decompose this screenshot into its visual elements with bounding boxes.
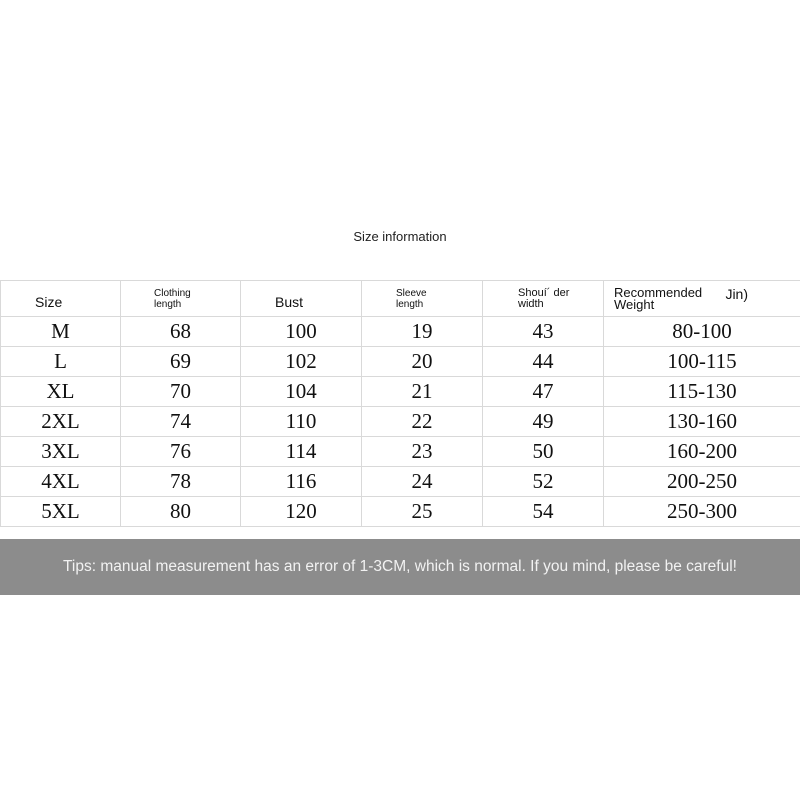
tips-text: Tips: manual measurement has an error of 1-3CM, which is normal. If you mind, please be careful! <box>63 558 737 575</box>
header-size: Size <box>1 281 121 317</box>
header-recommended-weight <box>604 281 800 317</box>
cell-bust: 104 <box>241 377 362 407</box>
table-row <box>1 317 800 347</box>
cell-length: 69 <box>121 347 241 377</box>
cell-size: L <box>1 347 121 377</box>
cell-sleeve: 21 <box>362 377 483 407</box>
cell-bust: 116 <box>241 467 362 497</box>
cell-size: 2XL <box>1 407 121 437</box>
cell-bust: 114 <box>241 437 362 467</box>
header-bust: Bust <box>241 281 362 317</box>
cell-bust: 110 <box>241 407 362 437</box>
cell-sleeve: 22 <box>362 407 483 437</box>
cell-length: 74 <box>121 407 241 437</box>
cell-length: 68 <box>121 317 241 347</box>
cell-shoulder: 50 <box>483 437 604 467</box>
header-shoulder-width-label: Shouí´ der width <box>518 286 570 310</box>
table-row <box>1 407 800 437</box>
table-row <box>1 347 800 377</box>
cell-sleeve: 25 <box>362 497 483 527</box>
cell-length: 80 <box>121 497 241 527</box>
page-title: Size information <box>353 229 447 244</box>
cell-sleeve: 20 <box>362 347 483 377</box>
cell-bust: 120 <box>241 497 362 527</box>
size-table <box>0 280 800 527</box>
cell-shoulder: 52 <box>483 467 604 497</box>
cell-bust: 100 <box>241 317 362 347</box>
cell-shoulder: 49 <box>483 407 604 437</box>
cell-shoulder: 44 <box>483 347 604 377</box>
header-sleeve-length <box>362 281 483 317</box>
header-shoulder-width <box>483 281 604 317</box>
header-sleeve-length-label: Sleeve length <box>396 287 427 310</box>
cell-size: 5XL <box>1 497 121 527</box>
cell-sleeve: 19 <box>362 317 483 347</box>
cell-size: 4XL <box>1 467 121 497</box>
cell-weight: 200-250 <box>604 467 800 497</box>
cell-weight: 115-130 <box>604 377 800 407</box>
cell-size: XL <box>1 377 121 407</box>
cell-size: M <box>1 317 121 347</box>
header-clothing-length-label: Clothing length <box>154 287 191 310</box>
header-weight-unit: Jin) <box>725 286 748 302</box>
cell-shoulder: 54 <box>483 497 604 527</box>
cell-weight: 100-115 <box>604 347 800 377</box>
cell-weight: 130-160 <box>604 407 800 437</box>
table-header-row <box>1 281 800 317</box>
cell-sleeve: 24 <box>362 467 483 497</box>
cell-shoulder: 47 <box>483 377 604 407</box>
header-clothing-length <box>121 281 241 317</box>
cell-weight: 250-300 <box>604 497 800 527</box>
table-row <box>1 437 800 467</box>
cell-length: 70 <box>121 377 241 407</box>
cell-length: 78 <box>121 467 241 497</box>
cell-length: 76 <box>121 437 241 467</box>
cell-weight: 160-200 <box>604 437 800 467</box>
cell-size: 3XL <box>1 437 121 467</box>
cell-shoulder: 43 <box>483 317 604 347</box>
cell-weight: 80-100 <box>604 317 800 347</box>
table-row <box>1 497 800 527</box>
tips-banner <box>0 539 800 595</box>
cell-sleeve: 23 <box>362 437 483 467</box>
cell-bust: 102 <box>241 347 362 377</box>
table-row <box>1 467 800 497</box>
header-recommended-weight-label: Recommended Weight <box>614 284 703 312</box>
table-row <box>1 377 800 407</box>
